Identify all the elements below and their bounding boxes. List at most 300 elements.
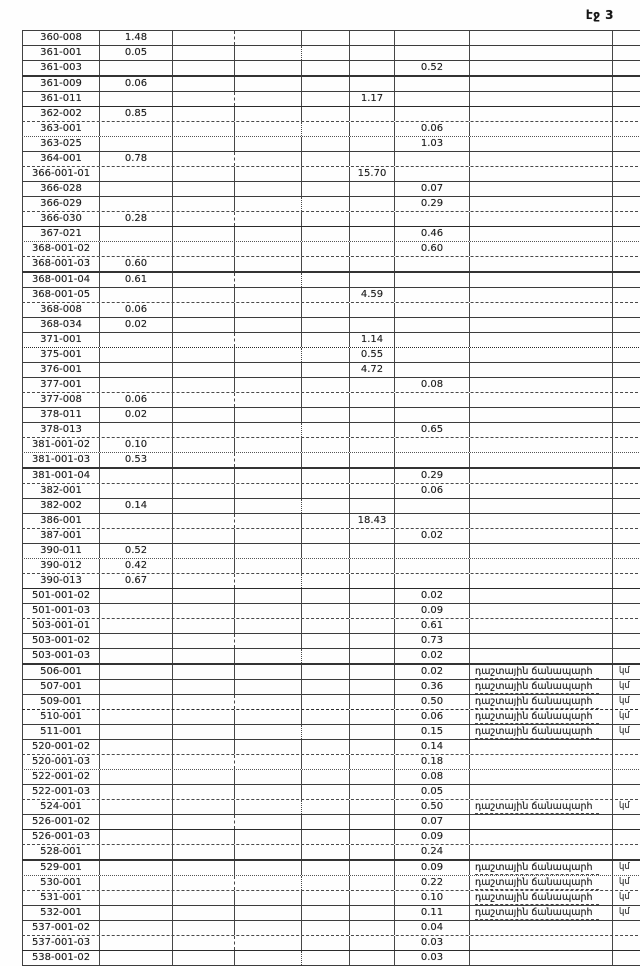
empty-cell-2 xyxy=(235,589,302,603)
code-cell: 537-001-02 xyxy=(22,921,100,935)
empty-cell-1 xyxy=(173,589,235,603)
note-cell xyxy=(470,378,613,392)
value1-cell xyxy=(100,242,173,256)
empty-cell-2 xyxy=(235,604,302,618)
empty-cell-3 xyxy=(302,740,350,754)
empty-cell-1 xyxy=(173,137,235,151)
value3-cell: 0.14 xyxy=(395,740,470,754)
empty-cell-1 xyxy=(173,604,235,618)
value3-cell: 0.05 xyxy=(395,785,470,799)
empty-cell-2 xyxy=(235,77,302,91)
value2-cell xyxy=(350,453,395,467)
empty-cell-2 xyxy=(235,197,302,211)
empty-cell-1 xyxy=(173,333,235,347)
value3-cell xyxy=(395,212,470,226)
empty-cell-3 xyxy=(302,755,350,769)
code-cell: 503-001-02 xyxy=(22,634,100,648)
table-row xyxy=(22,227,640,242)
empty-cell-2 xyxy=(235,318,302,332)
code-cell: 520-001-02 xyxy=(22,740,100,754)
table-row xyxy=(22,182,640,197)
table-row xyxy=(22,906,640,921)
code-cell: 366-029 xyxy=(22,197,100,211)
empty-cell-3 xyxy=(302,212,350,226)
value3-cell: 0.08 xyxy=(395,770,470,784)
table-row xyxy=(22,951,640,966)
value2-cell xyxy=(350,318,395,332)
note-cell xyxy=(470,408,613,422)
unit-text xyxy=(613,46,640,60)
empty-cell-3 xyxy=(302,529,350,543)
value2-cell xyxy=(350,137,395,151)
value2-cell xyxy=(350,710,395,724)
land-parcel-table xyxy=(22,30,640,966)
unit-text xyxy=(613,242,640,256)
value2-cell xyxy=(350,589,395,603)
unit-text: կմ xyxy=(619,801,630,811)
empty-cell-2 xyxy=(235,695,302,709)
value1-cell: 0.28 xyxy=(100,212,173,226)
value3-cell: 0.06 xyxy=(395,710,470,724)
note-cell xyxy=(470,182,613,196)
empty-cell-3 xyxy=(302,936,350,950)
note-text: դաշտային ճանապարհ xyxy=(475,710,599,724)
value2-cell xyxy=(350,891,395,905)
unit-text xyxy=(613,137,640,151)
value3-cell: 0.08 xyxy=(395,378,470,392)
empty-cell-1 xyxy=(173,438,235,452)
empty-cell-2 xyxy=(235,423,302,437)
empty-cell-1 xyxy=(173,830,235,844)
value3-cell xyxy=(395,393,470,407)
value1-cell xyxy=(100,665,173,679)
code-cell: 526-001-02 xyxy=(22,815,100,829)
value3-cell: 0.22 xyxy=(395,876,470,890)
empty-cell-3 xyxy=(302,303,350,317)
page-number-label: էջ 3 xyxy=(585,8,614,22)
value2-cell xyxy=(350,845,395,859)
empty-cell-3 xyxy=(302,815,350,829)
note-cell xyxy=(470,649,613,663)
empty-cell-3 xyxy=(302,423,350,437)
code-cell: 368-001-05 xyxy=(22,288,100,302)
empty-cell-1 xyxy=(173,77,235,91)
code-cell: 361-009 xyxy=(22,77,100,91)
table-row xyxy=(22,815,640,830)
value1-cell xyxy=(100,182,173,196)
value3-cell: 0.03 xyxy=(395,936,470,950)
code-cell: 371-001 xyxy=(22,333,100,347)
value3-cell: 0.50 xyxy=(395,800,470,814)
value2-cell xyxy=(350,785,395,799)
note-cell xyxy=(470,514,613,528)
note-cell xyxy=(470,197,613,211)
value3-cell xyxy=(395,333,470,347)
empty-cell-1 xyxy=(173,242,235,256)
empty-cell-3 xyxy=(302,680,350,694)
code-cell: 377-008 xyxy=(22,393,100,407)
code-cell: 529-001 xyxy=(22,861,100,875)
code-cell: 363-025 xyxy=(22,137,100,151)
value1-cell xyxy=(100,634,173,648)
value1-cell xyxy=(100,333,173,347)
table-row xyxy=(22,393,640,408)
empty-cell-2 xyxy=(235,815,302,829)
code-cell: 368-034 xyxy=(22,318,100,332)
code-cell: 368-008 xyxy=(22,303,100,317)
value3-cell: 0.52 xyxy=(395,61,470,75)
empty-cell-3 xyxy=(302,665,350,679)
code-cell: 387-001 xyxy=(22,529,100,543)
empty-cell-2 xyxy=(235,574,302,588)
empty-cell-2 xyxy=(235,107,302,121)
value3-cell: 0.65 xyxy=(395,423,470,437)
empty-cell-2 xyxy=(235,212,302,226)
unit-text xyxy=(613,31,640,45)
code-cell: 506-001 xyxy=(22,665,100,679)
empty-cell-2 xyxy=(235,273,302,287)
unit-text: կմ xyxy=(619,907,630,917)
unit-text xyxy=(613,212,640,226)
value2-cell xyxy=(350,378,395,392)
note-text: դաշտային ճանապարհ xyxy=(475,876,599,890)
value1-cell xyxy=(100,619,173,633)
code-cell: 503-001-01 xyxy=(22,619,100,633)
empty-cell-1 xyxy=(173,845,235,859)
note-cell xyxy=(470,785,613,799)
empty-cell-1 xyxy=(173,770,235,784)
value2-cell xyxy=(350,273,395,287)
empty-cell-3 xyxy=(302,861,350,875)
empty-cell-2 xyxy=(235,469,302,483)
table-row xyxy=(22,137,640,152)
table-row xyxy=(22,680,640,695)
note-cell xyxy=(470,333,613,347)
unit-text xyxy=(613,92,640,106)
note-cell xyxy=(470,438,613,452)
empty-cell-2 xyxy=(235,499,302,513)
note-cell xyxy=(470,815,613,829)
value3-cell: 0.15 xyxy=(395,725,470,739)
empty-cell-1 xyxy=(173,92,235,106)
value1-cell xyxy=(100,589,173,603)
value1-cell xyxy=(100,906,173,920)
empty-cell-3 xyxy=(302,122,350,136)
value3-cell: 0.29 xyxy=(395,197,470,211)
value1-cell: 0.61 xyxy=(100,273,173,287)
empty-cell-3 xyxy=(302,438,350,452)
code-cell: 378-013 xyxy=(22,423,100,437)
table-row xyxy=(22,514,640,529)
unit-text: կմ xyxy=(619,892,630,902)
value3-cell: 0.18 xyxy=(395,755,470,769)
empty-cell-2 xyxy=(235,167,302,181)
empty-cell-2 xyxy=(235,378,302,392)
unit-text xyxy=(613,333,640,347)
value2-cell xyxy=(350,31,395,45)
code-cell: 520-001-03 xyxy=(22,755,100,769)
value3-cell xyxy=(395,408,470,422)
unit-text xyxy=(613,408,640,422)
unit-text xyxy=(613,288,640,302)
note-cell xyxy=(470,755,613,769)
value3-cell: 0.04 xyxy=(395,921,470,935)
unit-text xyxy=(613,951,640,965)
value1-cell xyxy=(100,770,173,784)
value3-cell xyxy=(395,77,470,91)
value1-cell xyxy=(100,122,173,136)
value1-cell: 1.48 xyxy=(100,31,173,45)
empty-cell-1 xyxy=(173,61,235,75)
value3-cell: 0.60 xyxy=(395,242,470,256)
note-cell xyxy=(470,619,613,633)
value2-cell xyxy=(350,770,395,784)
note-cell xyxy=(470,876,613,890)
table-row xyxy=(22,348,640,363)
value3-cell: 0.24 xyxy=(395,845,470,859)
empty-cell-2 xyxy=(235,61,302,75)
value2-cell xyxy=(350,936,395,950)
value3-cell xyxy=(395,574,470,588)
table-row xyxy=(22,559,640,574)
empty-cell-2 xyxy=(235,303,302,317)
value2-cell xyxy=(350,740,395,754)
code-cell: 361-011 xyxy=(22,92,100,106)
table-row xyxy=(22,288,640,303)
value1-cell: 0.53 xyxy=(100,453,173,467)
empty-cell-3 xyxy=(302,393,350,407)
empty-cell-1 xyxy=(173,755,235,769)
empty-cell-1 xyxy=(173,227,235,241)
empty-cell-2 xyxy=(235,348,302,362)
code-cell: 368-001-04 xyxy=(22,273,100,287)
unit-text: կմ xyxy=(619,711,630,721)
code-cell: 360-008 xyxy=(22,31,100,45)
value1-cell: 0.60 xyxy=(100,257,173,271)
unit-text xyxy=(613,499,640,513)
empty-cell-2 xyxy=(235,634,302,648)
table-row xyxy=(22,710,640,725)
empty-cell-1 xyxy=(173,212,235,226)
unit-text xyxy=(613,122,640,136)
note-cell xyxy=(470,695,613,709)
code-cell: 524-001 xyxy=(22,800,100,814)
value1-cell: 0.14 xyxy=(100,499,173,513)
note-cell xyxy=(470,770,613,784)
value2-cell xyxy=(350,61,395,75)
value3-cell xyxy=(395,499,470,513)
empty-cell-3 xyxy=(302,273,350,287)
code-cell: 509-001 xyxy=(22,695,100,709)
empty-cell-3 xyxy=(302,242,350,256)
code-cell: 368-001-02 xyxy=(22,242,100,256)
empty-cell-2 xyxy=(235,936,302,950)
value3-cell xyxy=(395,438,470,452)
empty-cell-3 xyxy=(302,830,350,844)
unit-text xyxy=(613,604,640,618)
empty-cell-1 xyxy=(173,559,235,573)
value2-cell: 1.17 xyxy=(350,92,395,106)
note-cell xyxy=(470,167,613,181)
table-row xyxy=(22,891,640,906)
value1-cell xyxy=(100,227,173,241)
empty-cell-2 xyxy=(235,182,302,196)
empty-cell-1 xyxy=(173,288,235,302)
table-row xyxy=(22,92,640,107)
note-cell xyxy=(470,122,613,136)
code-cell: 390-011 xyxy=(22,544,100,558)
value3-cell: 0.09 xyxy=(395,830,470,844)
empty-cell-1 xyxy=(173,529,235,543)
table-row xyxy=(22,574,640,589)
table-row xyxy=(22,77,640,92)
table-row xyxy=(22,740,640,755)
code-cell: 377-001 xyxy=(22,378,100,392)
value2-cell xyxy=(350,755,395,769)
note-cell xyxy=(470,318,613,332)
note-cell xyxy=(470,152,613,166)
empty-cell-3 xyxy=(302,800,350,814)
empty-cell-1 xyxy=(173,46,235,60)
value1-cell xyxy=(100,800,173,814)
table-row xyxy=(22,634,640,649)
note-cell xyxy=(470,363,613,377)
value2-cell xyxy=(350,499,395,513)
code-cell: 381-001-03 xyxy=(22,453,100,467)
empty-cell-2 xyxy=(235,544,302,558)
empty-cell-3 xyxy=(302,46,350,60)
value2-cell: 0.55 xyxy=(350,348,395,362)
note-cell xyxy=(470,845,613,859)
note-cell xyxy=(470,710,613,724)
value3-cell xyxy=(395,363,470,377)
empty-cell-1 xyxy=(173,303,235,317)
table-row xyxy=(22,800,640,815)
empty-cell-3 xyxy=(302,227,350,241)
note-text: դաշտային ճանապարհ xyxy=(475,891,599,905)
code-cell: 390-013 xyxy=(22,574,100,588)
empty-cell-2 xyxy=(235,559,302,573)
value2-cell xyxy=(350,484,395,498)
empty-cell-2 xyxy=(235,845,302,859)
unit-text xyxy=(613,740,640,754)
unit-text xyxy=(613,378,640,392)
empty-cell-1 xyxy=(173,695,235,709)
note-text: դաշտային ճանապարհ xyxy=(475,725,599,739)
unit-text xyxy=(613,393,640,407)
value2-cell xyxy=(350,800,395,814)
value1-cell xyxy=(100,936,173,950)
empty-cell-3 xyxy=(302,499,350,513)
value1-cell xyxy=(100,876,173,890)
value3-cell: 0.09 xyxy=(395,604,470,618)
note-cell xyxy=(470,830,613,844)
value3-cell xyxy=(395,348,470,362)
empty-cell-3 xyxy=(302,348,350,362)
value1-cell: 0.06 xyxy=(100,77,173,91)
note-cell xyxy=(470,348,613,362)
unit-text xyxy=(613,61,640,75)
empty-cell-2 xyxy=(235,740,302,754)
empty-cell-3 xyxy=(302,514,350,528)
note-text: դաշտային ճանապարհ xyxy=(475,680,599,694)
code-cell: 386-001 xyxy=(22,514,100,528)
empty-cell-1 xyxy=(173,393,235,407)
unit-text xyxy=(613,182,640,196)
empty-cell-2 xyxy=(235,152,302,166)
value3-cell: 0.46 xyxy=(395,227,470,241)
value2-cell xyxy=(350,649,395,663)
value1-cell: 0.67 xyxy=(100,574,173,588)
value2-cell: 15.70 xyxy=(350,167,395,181)
value1-cell: 0.85 xyxy=(100,107,173,121)
value3-cell: 0.03 xyxy=(395,951,470,965)
note-cell xyxy=(470,423,613,437)
table-row xyxy=(22,318,640,333)
value3-cell xyxy=(395,514,470,528)
empty-cell-1 xyxy=(173,574,235,588)
unit-text xyxy=(613,453,640,467)
empty-cell-3 xyxy=(302,257,350,271)
empty-cell-2 xyxy=(235,137,302,151)
empty-cell-1 xyxy=(173,951,235,965)
note-cell xyxy=(470,634,613,648)
unit-text xyxy=(613,785,640,799)
value3-cell xyxy=(395,544,470,558)
empty-cell-3 xyxy=(302,378,350,392)
table-row xyxy=(22,876,640,891)
value2-cell xyxy=(350,680,395,694)
value3-cell xyxy=(395,288,470,302)
value1-cell xyxy=(100,92,173,106)
code-cell: 367-021 xyxy=(22,227,100,241)
empty-cell-3 xyxy=(302,559,350,573)
table-row xyxy=(22,785,640,800)
empty-cell-1 xyxy=(173,453,235,467)
unit-text xyxy=(613,167,640,181)
value3-cell xyxy=(395,107,470,121)
value2-cell xyxy=(350,951,395,965)
code-cell: 531-001 xyxy=(22,891,100,905)
unit-text xyxy=(613,845,640,859)
value1-cell xyxy=(100,61,173,75)
empty-cell-1 xyxy=(173,725,235,739)
note-cell xyxy=(470,107,613,121)
empty-cell-3 xyxy=(302,649,350,663)
unit-text xyxy=(613,152,640,166)
empty-cell-1 xyxy=(173,619,235,633)
code-cell: 366-001-01 xyxy=(22,167,100,181)
empty-cell-3 xyxy=(302,921,350,935)
value1-cell xyxy=(100,785,173,799)
empty-cell-1 xyxy=(173,107,235,121)
code-cell: 381-001-04 xyxy=(22,469,100,483)
empty-cell-2 xyxy=(235,363,302,377)
value3-cell: 0.10 xyxy=(395,891,470,905)
code-cell: 376-001 xyxy=(22,363,100,377)
empty-cell-3 xyxy=(302,484,350,498)
value2-cell xyxy=(350,876,395,890)
note-cell xyxy=(470,484,613,498)
table-row xyxy=(22,921,640,936)
empty-cell-1 xyxy=(173,273,235,287)
code-cell: 501-001-02 xyxy=(22,589,100,603)
unit-text xyxy=(613,514,640,528)
unit-text xyxy=(613,227,640,241)
code-cell: 364-001 xyxy=(22,152,100,166)
code-cell: 526-001-03 xyxy=(22,830,100,844)
unit-text xyxy=(613,544,640,558)
